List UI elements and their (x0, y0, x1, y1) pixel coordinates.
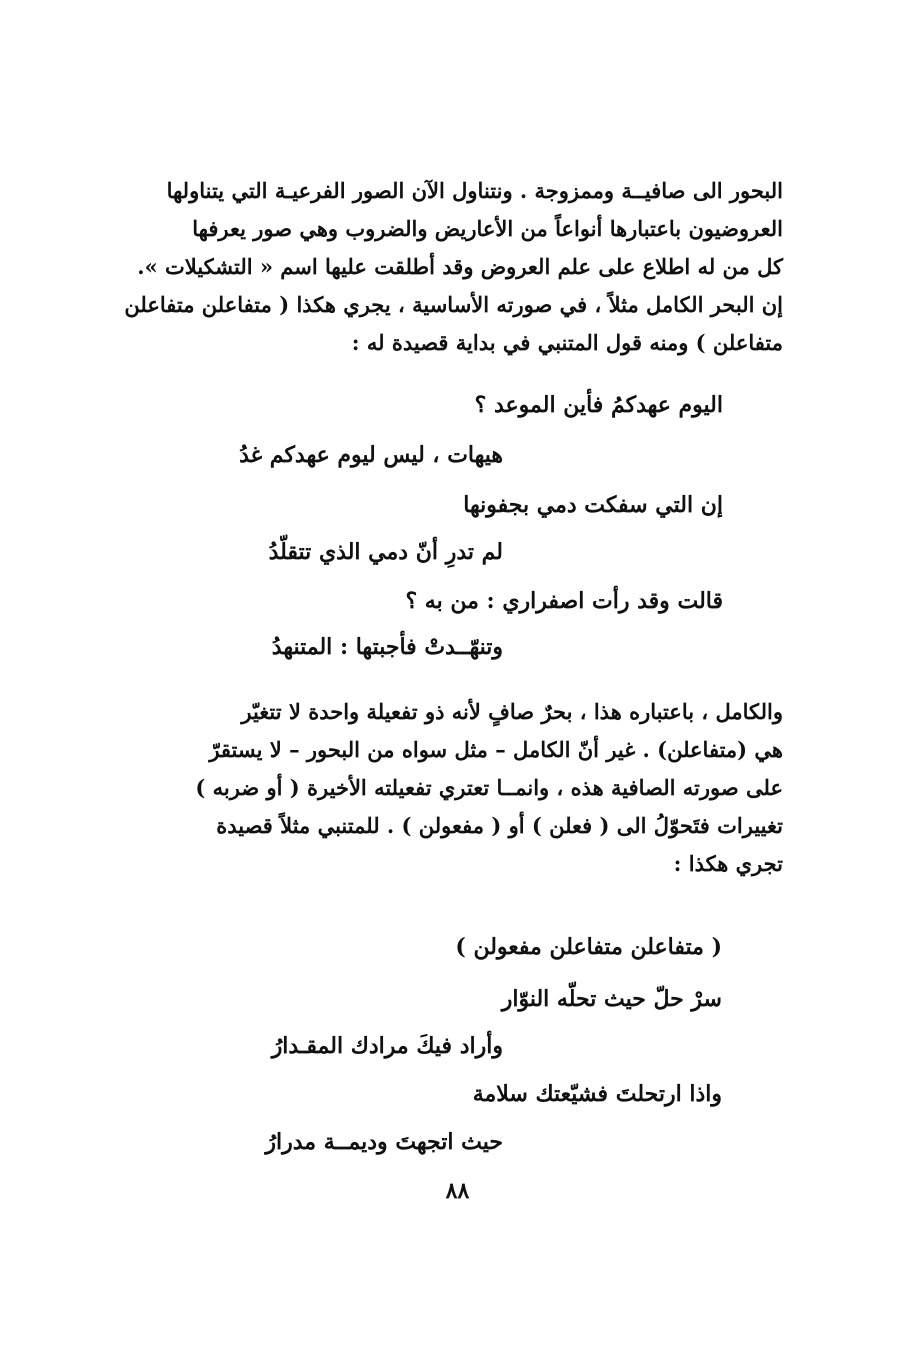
verse-line: حيث اتجهتَ وديمــة مدرارُ (265, 1129, 503, 1155)
verse-line: اليوم عهدكمُ فأين الموعد ؟ (474, 392, 723, 418)
paragraph-line: متفاعلن ) ومنه قول المتنبي في بداية قصيدة له : (351, 330, 783, 355)
page-number: ٨٨ (445, 1178, 470, 1204)
paragraph-line: العروضيون باعتبارها أنواعاً من الأعاريض والضروب وهي صور يعرفها (192, 216, 783, 241)
verse-line: واذا ارتحلتَ فشيّعتك سلامة (472, 1081, 722, 1107)
verse-line: لم تدرِ أنّ دمي الذي تتقلّدُ (268, 539, 503, 565)
intro-paragraph (124, 172, 783, 362)
meter-pattern: ( متفاعلن متفاعلن مفعولن ) (455, 934, 722, 960)
paragraph-line: إن البحر الكامل مثلاً ، في صورته الأساسية ، يجري هكذا ( متفاعلن متفاعلن (124, 292, 783, 317)
verse-line: وأراد فيكَ مرادك المقـدارُ (271, 1033, 503, 1059)
verse-line: قالت وقد رأت اصفراري : من به ؟ (405, 588, 723, 614)
paragraph-line: تغييرات فتَحوّلُ الى ( فعلن ) أو ( مفعولن ) . للمتنبي مثلاً قصيدة (216, 813, 783, 838)
verse-line: سرْ حلّ حيث تحلّه النوّار (501, 986, 722, 1012)
verse-line: وتنهّــدتْ فأجبتها : المتنهدُ (271, 634, 503, 660)
paragraph-line: هي (متفاعلن) . غير أنّ الكامل – مثل سواه من البحور – لا يستقرّ (209, 737, 783, 762)
paragraph-line: على صورته الصافية هذه ، وانمــا تعتري تفعيلته الأخيرة ( أو ضربه ) (195, 775, 783, 800)
verse-line: هيهات ، ليس ليوم عهدكم غدُ (239, 442, 503, 468)
verse-line: إن التي سفكت دمي بجفونها (463, 492, 723, 518)
paragraph-line: والكامل ، باعتباره هذا ، بحرٌ صافٍ لأنه ذو تفعيلة واحدة لا تتغيّر (241, 699, 783, 724)
paragraph-line: البحور الى صافيــة وممزوجة . ونتناول الآن الصور الفرعيـة التي يتناولها (166, 178, 783, 203)
paragraph-line: تجري هكذا : (673, 851, 783, 876)
kamil-paragraph (131, 693, 783, 883)
paragraph-line: كل من له اطلاع على علم العروض وقد أطلقت عليها اسم « التشكيلات ». (137, 254, 783, 279)
